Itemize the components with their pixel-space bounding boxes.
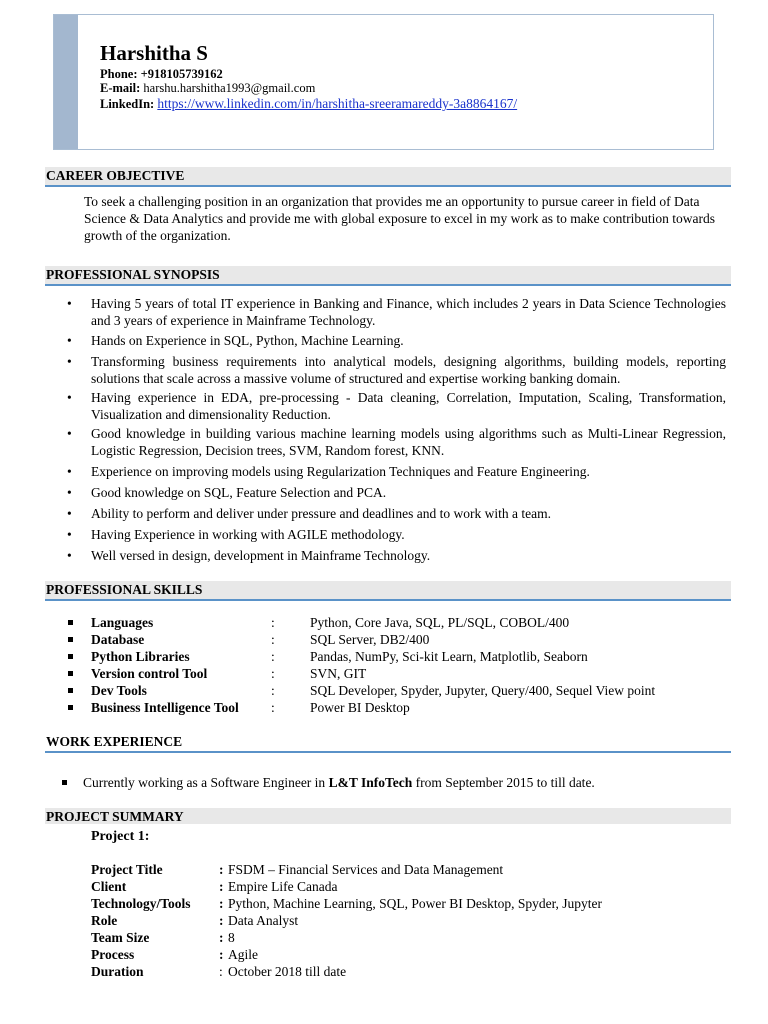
phone-label: Phone: — [100, 67, 138, 81]
section-professional-skills: PROFESSIONAL SKILLS — [45, 581, 731, 601]
linkedin-link[interactable]: https://www.linkedin.com/in/harshitha-sreeramareddy-3a8864167/ — [157, 96, 518, 111]
synopsis-item: • Transforming business requirements into analytical models, designing algorithms, building models, reporting solutions that scale across a massive volume of structured and expertise working banking domain. — [64, 353, 726, 387]
skill-value: Python, Core Java, SQL, PL/SQL, COBOL/400 — [310, 615, 570, 630]
skill-value: Pandas, NumPy, Sci-kit Learn, Matplotlib, Seaborn — [310, 649, 588, 664]
project-key: Duration — [91, 964, 144, 979]
email-line — [100, 81, 315, 96]
project-value: October 2018 till date — [228, 964, 347, 979]
header-box — [53, 14, 714, 150]
skill-value: SQL Server, DB2/400 — [310, 632, 430, 647]
synopsis-item: • Well versed in design, development in Mainframe Technology. — [64, 547, 726, 564]
skill-key: Python Libraries — [91, 649, 190, 664]
section-project-summary: PROJECT SUMMARY — [45, 808, 731, 824]
work-company: L&T InfoTech — [328, 775, 413, 790]
linkedin-line — [100, 96, 517, 112]
skill-key: Version control Tool — [91, 666, 208, 681]
project-value: Python, Machine Learning, SQL, Power BI Desktop, Spyder, Jupyter — [228, 896, 603, 911]
skill-key: Business Intelligence Tool — [91, 700, 239, 715]
project-label: Project 1: — [91, 829, 150, 844]
candidate-name: Harshitha S — [100, 41, 208, 65]
phone-value: +918105739162 — [140, 67, 223, 81]
skill-row: Version control Tool : SVN, GIT — [66, 665, 726, 682]
project-key: Client — [91, 879, 127, 894]
square-bullet-icon — [68, 654, 73, 659]
phone-line — [100, 67, 223, 82]
skill-row: Python Libraries : Pandas, NumPy, Sci-kit Learn, Matplotlib, Seaborn — [66, 648, 726, 665]
project-row: Role : Data Analyst — [91, 913, 299, 928]
project-value: 8 — [228, 930, 235, 945]
synopsis-item: • Having 5 years of total IT experience in Banking and Finance, which includes 2 years in Data Science Technologies and 3 years of experience in Mainframe Technology. — [64, 295, 726, 329]
skill-row: Dev Tools : SQL Developer, Spyder, Jupyter, Query/400, Sequel View point — [66, 682, 726, 699]
project-value: Data Analyst — [228, 913, 299, 928]
synopsis-item: • Good knowledge in building various machine learning models using algorithms such as Multi-Linear Regression, Logistic Regression, Decision trees, SVM, Random forest, KNN. — [64, 425, 726, 459]
project-row: Team Size : 8 — [91, 930, 235, 945]
synopsis-item: • Good knowledge on SQL, Feature Selection and PCA. — [64, 484, 726, 501]
synopsis-item: • Experience on improving models using Regularization Techniques and Feature Engineering. — [64, 463, 726, 480]
synopsis-item: • Having experience in EDA, pre-processing - Data cleaning, Correlation, Imputation, Scaling, Transformation, Visualization and dimensionality Reduction. — [64, 389, 726, 423]
skill-key: Languages — [91, 615, 154, 630]
project-row: Duration : October 2018 till date — [91, 964, 347, 979]
career-objective-text: To seek a challenging position in an organization that provides me an opportunity to pursue career in field of Data Science & Data Analytics and provide me with global exposure to excel in my work as to make contribution towards growth of the organization. — [84, 194, 715, 243]
square-bullet-icon — [68, 637, 73, 642]
work-item — [62, 774, 595, 791]
section-professional-synopsis: PROFESSIONAL SYNOPSIS — [45, 266, 731, 286]
square-bullet-icon — [68, 688, 73, 693]
section-work-experience: WORK EXPERIENCE — [45, 733, 731, 753]
square-bullet-icon — [68, 620, 73, 625]
square-bullet-icon — [62, 780, 67, 785]
skill-row: Business Intelligence Tool : Power BI Desktop — [66, 699, 726, 716]
square-bullet-icon — [68, 705, 73, 710]
square-bullet-icon — [68, 671, 73, 676]
email-label: E-mail: — [100, 81, 141, 95]
skill-key: Dev Tools — [91, 683, 147, 698]
skills-table — [66, 614, 726, 716]
skill-row: Database : SQL Server, DB2/400 — [66, 631, 726, 648]
project-row: Technology/Tools : Python, Machine Learning, SQL, Power BI Desktop, Spyder, Jupyter — [91, 896, 603, 911]
project-row: Project Title : FSDM – Financial Services and Data Management — [91, 862, 504, 877]
work-text-before: Currently working as a Software Engineer in — [83, 775, 329, 790]
synopsis-item: • Hands on Experience in SQL, Python, Machine Learning. — [64, 332, 726, 349]
project-row: Client : Empire Life Canada — [91, 879, 338, 894]
project-value: FSDM – Financial Services and Data Management — [228, 862, 504, 877]
skill-value: SQL Developer, Spyder, Jupyter, Query/400, Sequel View point — [310, 683, 656, 698]
skill-row: Languages : Python, Core Java, SQL, PL/SQL, COBOL/400 — [66, 614, 726, 631]
project-key: Team Size — [91, 930, 150, 945]
work-text-after: from September 2015 to till date. — [412, 775, 595, 790]
skill-key: Database — [91, 632, 145, 647]
skill-value: SVN, GIT — [310, 666, 367, 681]
project-value: Empire Life Canada — [228, 879, 338, 894]
synopsis-item: • Having Experience in working with AGILE methodology. — [64, 526, 726, 543]
project-value: Agile — [228, 947, 258, 962]
section-career-objective: CAREER OBJECTIVE — [45, 167, 731, 187]
synopsis-list — [64, 295, 726, 564]
project-key: Technology/Tools — [91, 896, 191, 911]
email-value: harshu.harshitha1993@gmail.com — [143, 81, 316, 95]
skill-value: Power BI Desktop — [310, 700, 410, 715]
project-key: Process — [91, 947, 135, 962]
synopsis-item: • Ability to perform and deliver under pressure and deadlines and to work with a team. — [64, 505, 726, 522]
project-key: Role — [91, 913, 118, 928]
header-accent-bar — [54, 15, 78, 149]
linkedin-label: LinkedIn: — [100, 97, 155, 111]
project-key: Project Title — [91, 862, 163, 877]
project-row: Process : Agile — [91, 947, 258, 962]
project-details — [91, 861, 711, 980]
